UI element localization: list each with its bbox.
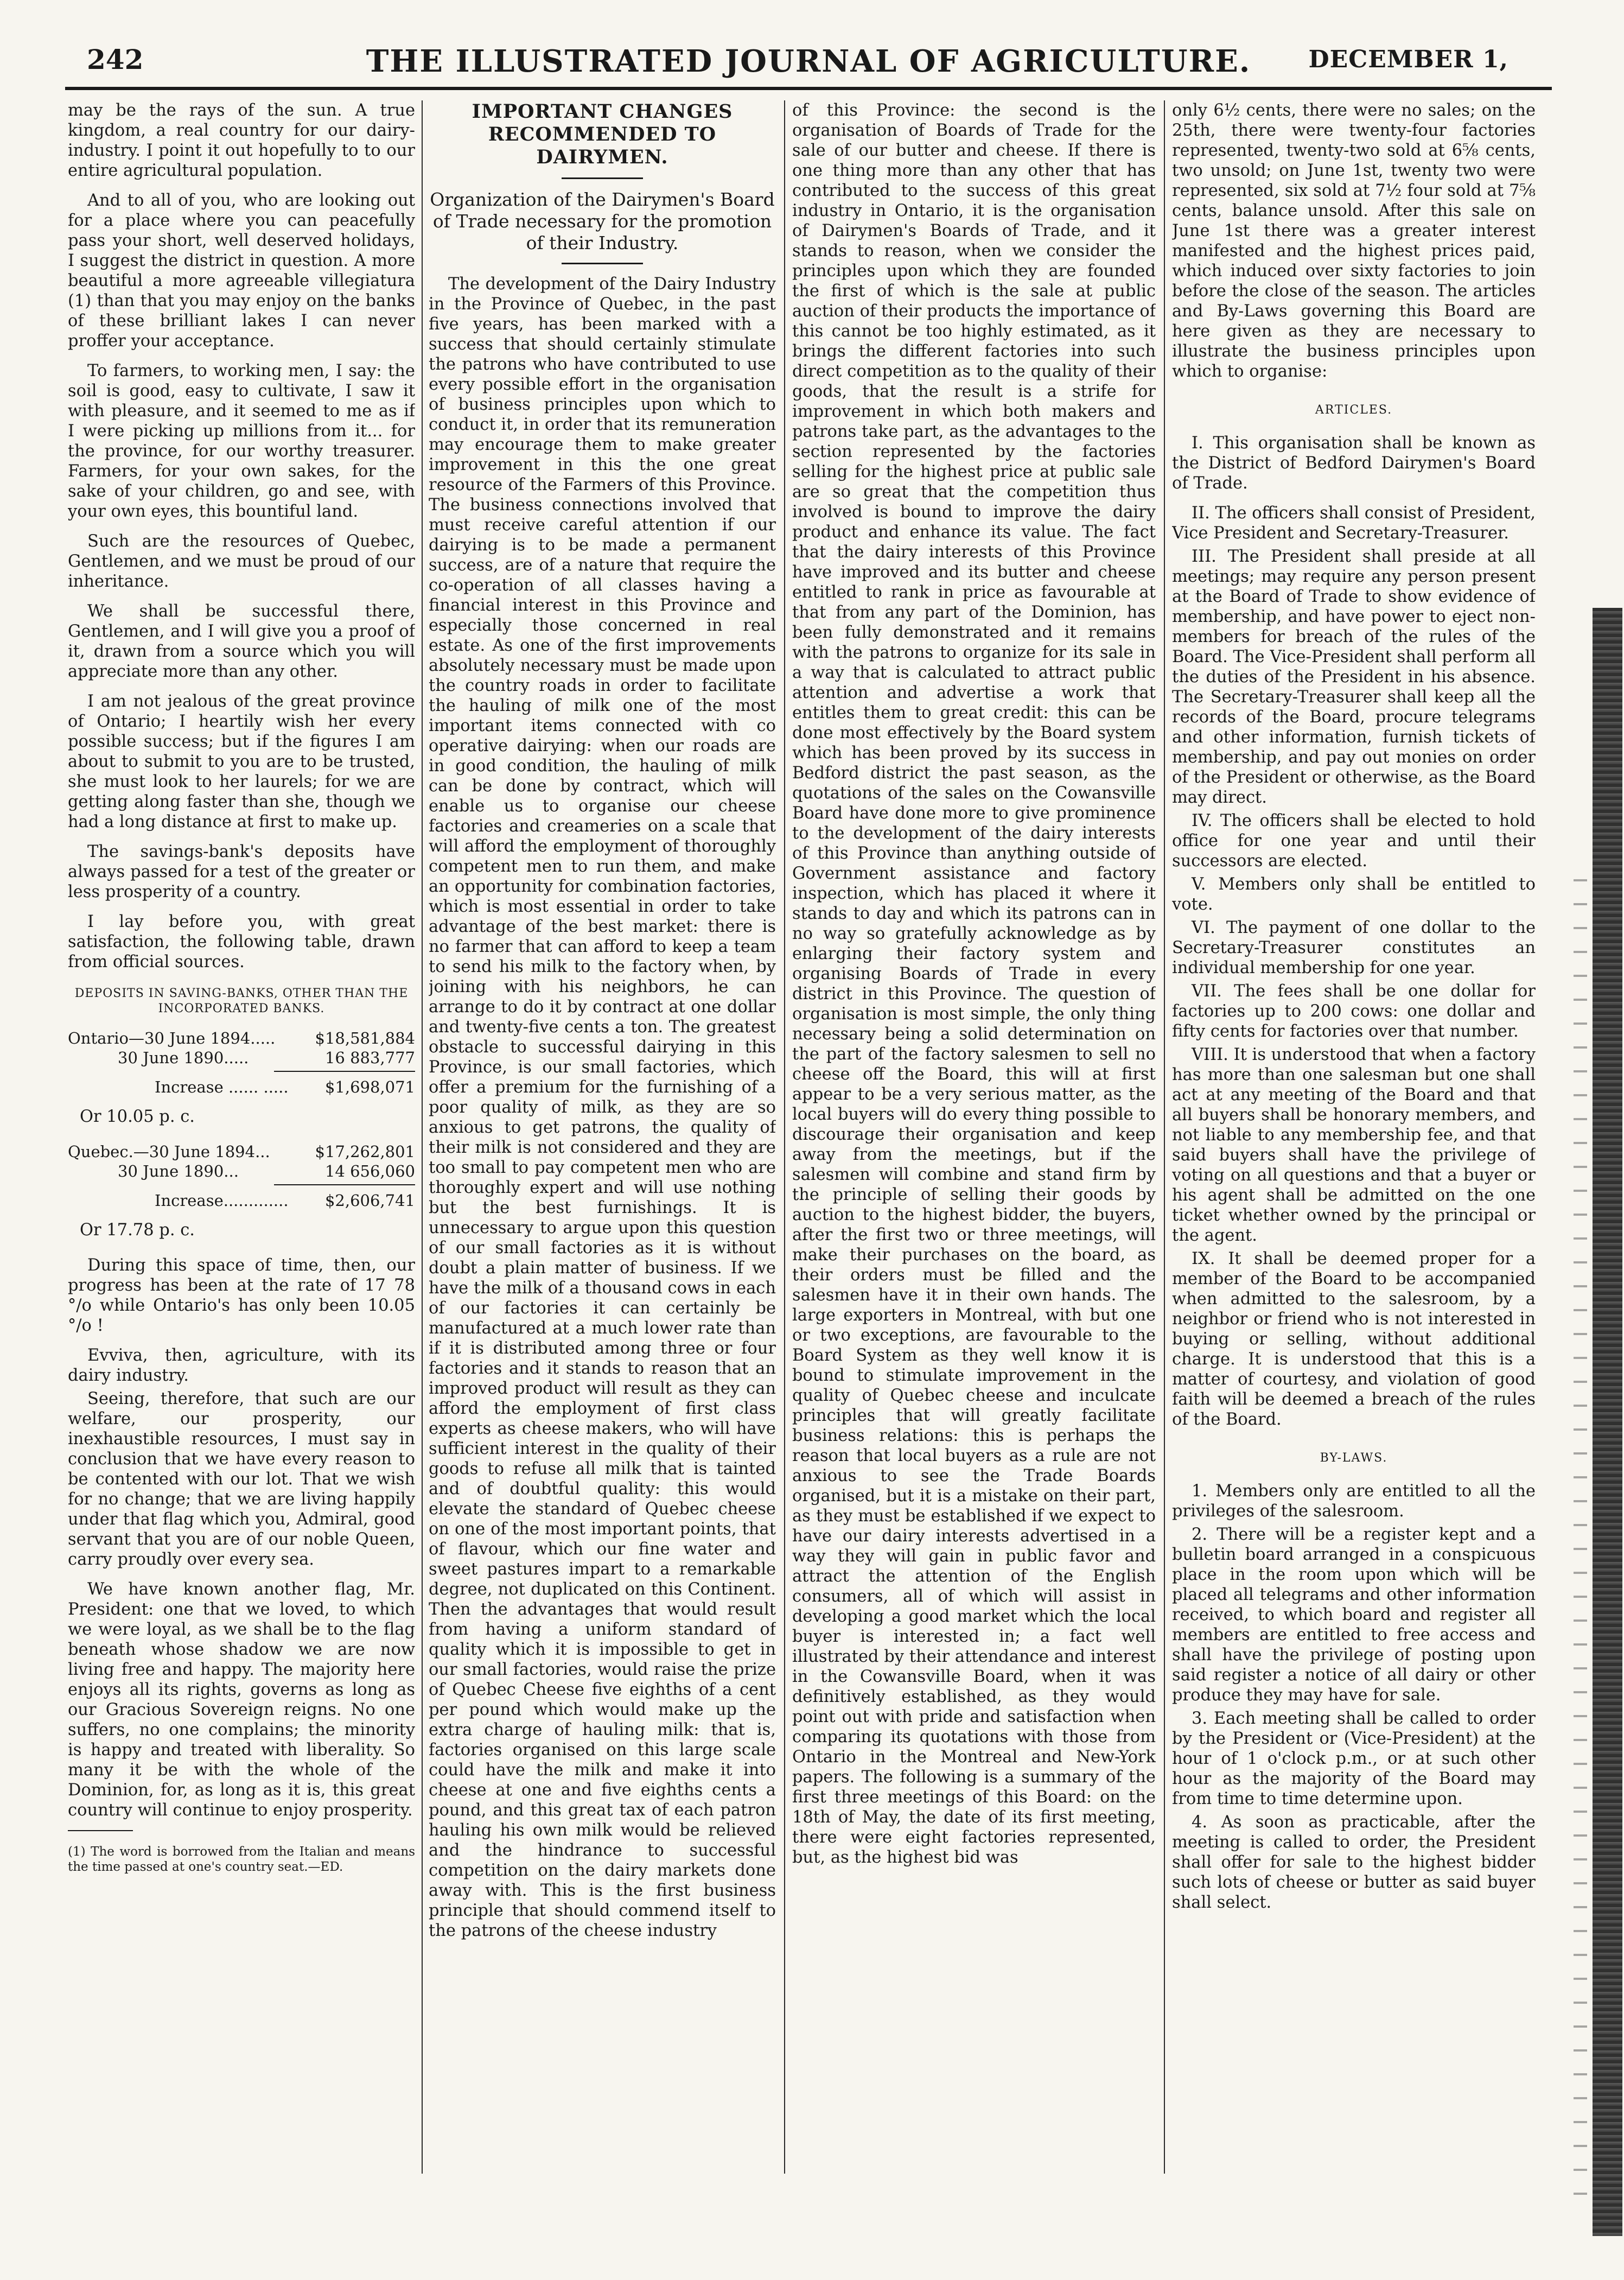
bylaw-clause: 4. As soon as practicable, after the meeting is called to order, the President shall offer for sale to the highest bidder such lots of cheese or butter as said buyer shall select.: [1172, 1813, 1536, 1912]
header-rule: [65, 87, 1552, 90]
journal-title: THE ILLUSTRATED JOURNAL OF AGRICULTURE.: [366, 43, 1251, 79]
article-clause: I. This organisation shall be known as the District of Bedford Dairymen's Board of Trade.: [1172, 434, 1536, 493]
table-row: [68, 1142, 415, 1161]
page-header: [65, 43, 1552, 79]
subheading-rule: [562, 263, 643, 264]
page-number: 242: [87, 43, 144, 75]
footnote: (1) The word is borrowed from the Italian and means the time passed at one's country seat.—ED.: [68, 1845, 415, 1874]
table-row: [68, 1161, 415, 1181]
column-4: [1172, 100, 1536, 2174]
paragraph: The savings-bank's deposits have always passed for a test of the greater or less prosperity of a country.: [68, 842, 415, 901]
issue-date: DECEMBER 1,: [1308, 46, 1508, 73]
bylaws-heading: BY-LAWS.: [1320, 1451, 1388, 1465]
percentage-note: Or 17.78 p. c.: [80, 1221, 195, 1240]
article-clause: VII. The fees shall be one dollar for factories up to 200 cows: one dollar and fifty cents for factories over that number.: [1172, 982, 1536, 1041]
deposits-table-heading: DEPOSITS IN SAVING-BANKS, OTHER THAN THE INCORPORATED BANKS.: [74, 987, 409, 1015]
paragraph: of this Province: the second is the organisation of Boards of Trade for the sale of our butter and cheese. If there is one thing more than any other that has contributed to the success of this great industry in Ontario, it is the organisation of Dairymen's Boards of Trade, and it stands to reason, when we consider the principles upon which they are founded the first of which is the sale at public auction of their products the importance of this cannot be too highly estimated, as it brings the different factories into such direct competition as to the quality of their goods, that the result is a strife for improvement in which both makers and patrons take part, as the advantages to the section represented by the factories selling for the highest price at public sale are so great that the competition thus involved is bound to improve the dairy product and enhance its value. The fact that the dairy interests of this Province have improved and its butter and cheese entitled to rank in price as favourable at that from any part of the Dominion, has been fully demonstrated and it remains with the patrons to organize for its sale in a way that is calculated to attract public attention and advertise a work that entitles them to great credit: this can be done most effectively by the Board system which has been proved by its success in Bedford district the past season, as the quotations of the sales on the Cowansville Board have done more to give prominence to the development of the dairy interests of this Province than anything outside of Government assistance and factory inspection, which has placed it where it stands to day and which its patrons can in no way so gratefully acknowledge as by enlarging their factory system and organising Boards of Trade in every district in this Province. The question of organisation is most simple, the only thing necessary being a solid determination on the part of the factory salesmen to sell no cheese off the Board, this will at first appear to be a very serious matter, as the local buyers will do every thing possible to discourage their organisation and keep away from the meetings, but if the salesmen will combine and stand firm by the principle of selling their goods by auction to the highest bidder, the buyers, after the first two or three meetings, will make their purchases on the board, as their orders must be filled and the salesmen have it in their own hands. The large exporters in Montreal, with but one or two exceptions, are favourable to the Board System as they well know it is bound to stimulate improvement in the quality of Quebec cheese and inculcate principles that will greatly facilitate business relations: this is perhaps the reason that local buyers as a rule are not anxious to see the Trade Boards organised, but it is a mistake on their part, as they must be established if we expect to have our dairy interests advertised in a way they will gain in public favor and attract the attention of the English consumers, all of which will assist in developing a good market which the local buyer is interested in; a fact well illustrated by their attendance and interest in the Cowansville Board, when it was definitively established, as they would point out with pride and satisfaction when comparing its quotations with those from Ontario in the Montreal and New-York papers. The following is a summary of the first three meetings of this Board: on the 18th of May, the date of its first meeting, there were eight factories represented, but, as the highest bid was: [792, 101, 1156, 1867]
row-value: $18,581,884: [315, 1029, 415, 1047]
scan-edge-specks: [1574, 858, 1587, 2214]
paragraph: may be the rays of the sun. A true kingdom, a real country for our dairy-industry. I point it out hopefully to to our entire agricultural population.: [68, 101, 415, 180]
paragraph: only 6½ cents, there were no sales; on the 25th, there were twenty-four factories represented, twenty-two sold at 6⅝ cents, two unsold; on June 1st, twenty two were represented, six sold at 7½ four sold at 7⅝ cents, balance unsold. After this sale on June 1st there was a greater interest manifested and the highest prices paid, which induced over sixty factories to join before the close of the season. The articles and By-Laws governing this Board are here given as they are necessary to illustrate the business principles upon which to organise:: [1172, 101, 1536, 381]
article-clause: V. Members only shall be entitled to vote.: [1172, 875, 1536, 914]
row-value: 14 656,060: [324, 1162, 415, 1180]
row-label: Quebec.—30 June 1894...: [68, 1142, 270, 1161]
paragraph: I am not jealous of the great province of Ontario; I heartily wish her every possible success; but if the figures I am about to submit to you are to be trusted, she must look to her laurels; for we are getting along faster than she, though we had a long distance at first to make up.: [68, 692, 415, 831]
deposits-table: [68, 1028, 415, 1240]
table-row: [68, 1028, 415, 1048]
column-divider: [422, 100, 423, 2174]
row-value: $1,698,071: [324, 1078, 415, 1096]
column-2: [429, 100, 776, 2174]
scan-page-edge: [1593, 608, 1622, 2236]
row-label: Increase ...... .....: [155, 1078, 289, 1096]
row-value: $2,606,741: [324, 1191, 415, 1210]
table-row: [68, 1077, 415, 1097]
column-divider: [784, 100, 785, 2174]
bylaw-clause: 1. Members only are entitled to all the privileges of the salesroom.: [1172, 1482, 1536, 1521]
row-label: Ontario—30 June 1894.....: [68, 1029, 276, 1047]
article-clause: IX. It shall be deemed proper for a member of the Board to be accompanied when admitted to the salesroom, by a neighbor or friend who is not interested in buying or selling, without additional charge. It is understood that this is a matter of courtesy, and violation of good faith will be deemed a breach of the rules of the Board.: [1172, 1249, 1536, 1429]
paragraph: To farmers, to working men, I say: the soil is good, easy to cultivate, I saw it with pleasure, and it seemed to me as if I were picking up millions from it... for the province, for our worthy treasurer. Farmers, for your own sakes, for the sake of your children, go and see, with your own eyes, this bountiful land.: [68, 361, 415, 521]
sum-rule: [274, 1184, 415, 1185]
headline-rule: [562, 177, 643, 179]
row-value: $17,262,801: [315, 1142, 415, 1161]
paragraph: We have known another flag, Mr. President: one that we loved, to which we were loyal, as we shall be to the flag beneath whose shadow we are now living free and happy. The majority here enjoys all its rights, governs as long as our Gracious Sovereign reigns. No one suffers, no one complains; the minority is happy and treated with liberality. So many it be with the whole of the Dominion, for, as long as it is, this great country will continue to enjoy prosperity.: [68, 1580, 415, 1820]
row-label: 30 June 1890...: [118, 1162, 239, 1180]
paragraph: Such are the resources of Quebec, Gentlemen, and we must be proud of our inheritance.: [68, 532, 415, 591]
sum-rule: [274, 1071, 415, 1072]
paragraph: Seeing, therefore, that such are our welfare, our prosperity, our inexhaustible resources, I must say in conclusion that we have every reason to be contented with our lot. That we wish for no change; that we are living happily under that flag which you, Admiral, good servant that you are of our noble Queen, carry proudly over every sea.: [68, 1389, 415, 1569]
article-clause: VIII. It is understood that when a factory has more than one salesman but one shall act at any meeting of the Board and that all buyers shall be honorary members, and not liable to any membership fee, and that said buyers shall have the privilege of voting on all questions and that a buyer or his agent shall be admitted on the one ticket whether owned by the principal or the agent.: [1172, 1045, 1536, 1245]
table-row: [68, 1048, 415, 1068]
column-1: [68, 100, 415, 2174]
article-clause: IV. The officers shall be elected to hold office for one year and until their successors are elected.: [1172, 811, 1536, 871]
paragraph: We shall be successful there, Gentlemen, and I will give you a proof of it, drawn from a source which you will appreciate more than any other.: [68, 602, 415, 681]
paragraph: And to all of you, who are looking out for a place where you can peacefully pass your short, well deserved holidays, I suggest the district in question. A more beautiful a more agreeable villegiatura (1) than that you may enjoy on the banks of these brilliant lakes I can never proffer your acceptance.: [68, 191, 415, 351]
row-label: Increase.............: [155, 1191, 289, 1210]
paragraph: During this space of time, then, our progress has been at the rate of 17 78 °/o while Ontario's has only been 10.05 °/o !: [68, 1256, 415, 1335]
percentage-note: Or 10.05 p. c.: [80, 1107, 195, 1126]
column-3: [792, 100, 1156, 2174]
articles-heading: ARTICLES.: [1315, 403, 1393, 417]
bylaw-clause: 3. Each meeting shall be called to order by the President or (Vice-President) at the hour of 1 o'clock p.m., or at such other hour as the majority of the Board may from time to time determine upon.: [1172, 1709, 1536, 1808]
article-subheading: Organization of the Dairymen's Board of Trade necessary for the promotion of their Industry.: [430, 189, 775, 253]
bylaw-clause: 2. There will be a register kept and a bulletin board arranged in a conspicuous place in the room upon which will be placed all telegrams and other information received, to which board and register all members are entitled to free access and shall have the privilege of posting upon said register a notice of all dairy or other produce they may have for sale.: [1172, 1525, 1536, 1705]
row-label: 30 June 1890.....: [118, 1049, 249, 1067]
paragraph: I lay before you, with great satisfaction, the following table, drawn from official sources.: [68, 912, 415, 971]
row-value: 16 883,777: [324, 1049, 415, 1067]
table-row: [68, 1191, 415, 1210]
article-clause: III. The President shall preside at all meetings; may require any person present at the Board of Trade to show evidence of membership, and have power to eject non-members for breach of the rules of the Board. The Vice-President shall perform all the duties of the President in his absence. The Secretary-Treasurer shall keep all the records of the Board, procure telegrams and other information, furnish tickets of membership, and pay out monies on order of the President or otherwise, as the Board may direct.: [1172, 547, 1536, 807]
column-divider: [1164, 100, 1165, 2174]
paragraph: The development of the Dairy Industry in the Province of Quebec, in the past five years, has been marked with a success that should certainly stimulate the patrons who have contributed to use every possible effort in the organisation of business principles upon which to conduct it, in order that its remuneration may encourage them to make greater improvement in this the one great resource of the Farmers of this Province. The business connections involved that must receive careful attention if our dairying is to be made a permanent success, are of a nature that require the co-operation of all classes having a financial interest in this Province and especially those concerned in real estate. As one of the first improvements absolutely necessary must be made upon the country roads in order to facilitate the hauling of milk one of the most important items connected with co operative dairying: when our roads are in good condition, the hauling of milk can be done by contract, which will enable us to organise our cheese factories and creameries on a scale that will afford the employment of thoroughly competent men to run them, and make an opportunity for combination factories, which is most essential in order to take advantage of the best market: there is no farmer that can afford to keep a team to send his milk to the factory when, by joining with his neighbors, he can arrange to do it by contract at one dollar and twenty-five cents a ton. The greatest obstacle to successful dairying in this Province, is our small factories, which offer a premium for the furnishing of a poor quality of milk, as they are so anxious to get patrons, the quality of their milk is not considered and they are too small to pay competent men who are thoroughly expert and will use nothing but the best furnishings. It is unnecessary to argue upon this question of our small factories as it is without doubt a plain matter of business. If we have the milk of a thousand cows in each of our factories it can certainly be manufactured at a much lower rate than if it is distributed among three or four factories and it stands to reason that an improved product will result as they can afford the employment of first class experts as cheese makers, who will have sufficient interest in the quality of their goods to refuse all milk that is tainted and of doubtful quality: this would elevate the standard of Quebec cheese on one of the most important points, that of flavour, which our fine water and sweet pastures impart to a remarkable degree, not duplicated on this Continent. Then the advantages that would result from having a uniform standard of quality which it is impossible to get in our small factories, would raise the prize of Quebec Cheese five eighths of a cent per pound which would make up the extra charge of hauling milk: that is, factories organised on this large scale could have the milk and make it into cheese at one and five eighths cents a pound, and this great tax of each patron hauling his own milk would be relieved and the hindrance to successful competition on the dairy markets done away with. This is the first business principle that should commend itself to the patrons of the cheese industry: [429, 275, 776, 1940]
paragraph: Evviva, then, agriculture, with its dairy industry.: [68, 1346, 415, 1385]
footnote-rule: [68, 1830, 133, 1831]
article-headline: IMPORTANT CHANGES RECOMMENDED TO DAIRYMEN.: [472, 100, 733, 168]
article-clause: II. The officers shall consist of President, Vice President and Secretary-Treasurer.: [1172, 504, 1536, 543]
article-clause: VI. The payment of one dollar to the Secretary-Treasurer constitutes an individual membership for one year.: [1172, 918, 1536, 977]
